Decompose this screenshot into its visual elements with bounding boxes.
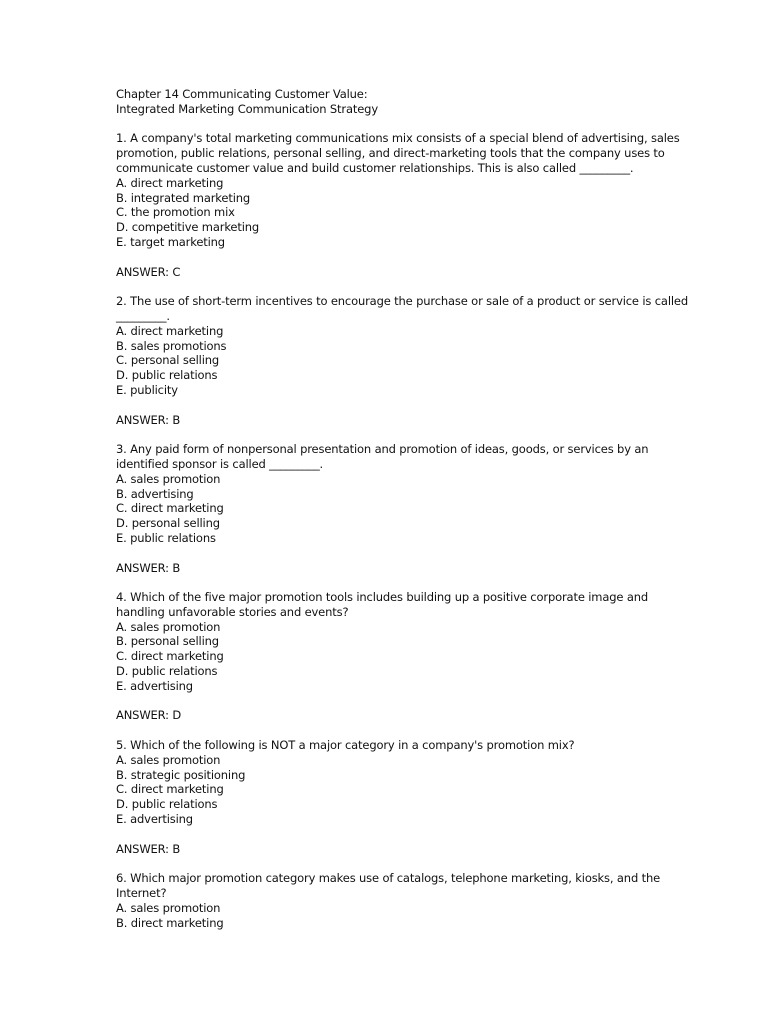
option: E. public relations [116,530,216,545]
question-6 [116,871,676,930]
answer: ANSWER: B [116,841,181,856]
option: B. direct marketing [116,915,224,930]
answer: ANSWER: C [116,264,181,279]
option: A. sales promotion [116,900,221,915]
question-5 [116,738,676,871]
option: E. target marketing [116,234,225,249]
question-text: _________. [116,308,170,323]
option: E. advertising [116,812,193,827]
question-text: 6. Which major promotion category makes use of catalogs, telephone marketing, kiosks, and the [116,871,661,886]
option: D. public relations [116,368,218,383]
option: C. the promotion mix [116,205,235,220]
option: A. sales promotion [116,752,221,767]
option: A. sales promotion [116,471,221,486]
option: C. personal selling [116,353,220,368]
question-4 [116,590,676,738]
option: D. competitive marketing [116,220,260,235]
option: A. sales promotion [116,619,221,634]
spacer [116,723,676,738]
spacer [116,856,676,871]
option: E. publicity [116,382,178,397]
question-3 [116,442,676,590]
spacer [116,117,676,132]
chapter-title: Chapter 14 Communicating Customer Value: [116,87,368,101]
question-text: 1. A company's total marketing communications mix consists of a special blend of advertising, sales [116,131,680,146]
spacer [116,546,676,561]
option: D. personal selling [116,516,220,531]
spacer [116,694,676,709]
option: C. direct marketing [116,501,224,516]
question-text: 3. Any paid form of nonpersonal presentation and promotion of ideas, goods, or services by an [116,442,649,457]
spacer [116,427,676,442]
question-text: handling unfavorable stories and events? [116,604,349,619]
option: C. direct marketing [116,649,224,664]
question-text: 2. The use of short-term incentives to encourage the purchase or sale of a product or service is called [116,294,688,309]
option: B. integrated marketing [116,190,251,205]
spacer [116,250,676,265]
question-text: communicate customer value and build customer relationships. This is also called _________. [116,160,634,175]
option: C. direct marketing [116,782,224,797]
document-page [116,87,688,930]
spacer [116,279,676,294]
answer: ANSWER: B [116,560,181,575]
question-text: 5. Which of the following is NOT a major category in a company's promotion mix? [116,738,575,753]
question-2 [116,294,688,442]
answer: ANSWER: D [116,708,182,723]
question-text: Internet? [116,886,167,901]
option: B. personal selling [116,634,219,649]
chapter-subtitle: Integrated Marketing Communication Strategy [116,101,378,116]
spacer [116,575,676,590]
option: D. public relations [116,664,218,679]
question-1 [116,131,680,294]
answer: ANSWER: B [116,412,181,427]
option: B. sales promotions [116,338,227,353]
spacer [116,398,676,413]
option: D. public relations [116,797,218,812]
option: B. strategic positioning [116,767,246,782]
option: A. direct marketing [116,323,224,338]
question-text: 4. Which of the five major promotion tools includes building up a positive corporate image and [116,590,649,605]
option: B. advertising [116,486,194,501]
spacer [116,827,676,842]
option: E. advertising [116,678,193,693]
question-text: promotion, public relations, personal selling, and direct-marketing tools that the company uses to [116,146,665,161]
option: A. direct marketing [116,175,224,190]
question-text: identified sponsor is called _________. [116,456,324,471]
